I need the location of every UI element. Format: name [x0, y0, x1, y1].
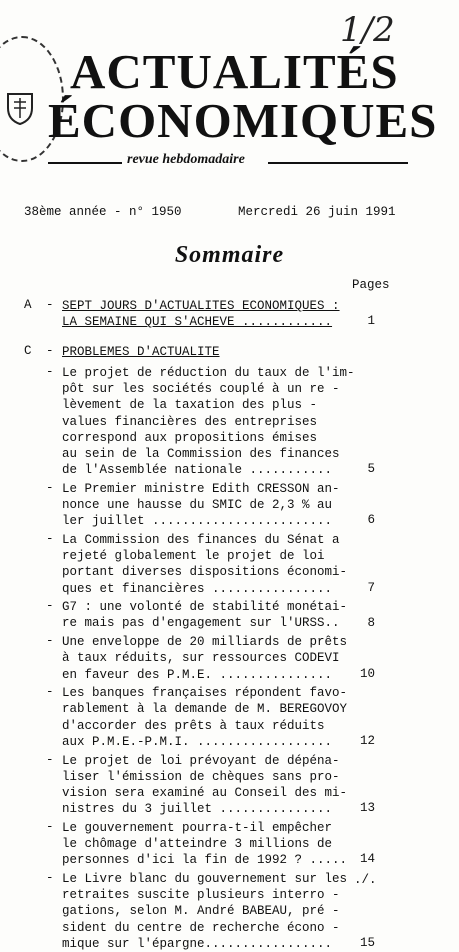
toc-item-line: Le projet de réduction du taux de l'im- — [62, 366, 355, 380]
toc-item-line: nistres du 3 juillet ............... — [62, 802, 333, 817]
toc-item-line: d'accorder des prêts à taux réduits — [62, 718, 325, 733]
item-dash: - — [46, 819, 54, 834]
toc-item — [62, 599, 347, 631]
page-number: 15 — [359, 935, 375, 950]
toc-item-line: ler juillet ........................ — [62, 514, 333, 529]
continuation-mark: ./. — [354, 873, 377, 887]
section-a-line: LA SEMAINE QUI S'ACHEVE ............ — [62, 315, 333, 329]
toc-item-line: Les banques françaises répondent favo- — [62, 686, 348, 701]
section-letter-a: A — [24, 298, 32, 312]
item-dash: - — [46, 634, 54, 649]
subtitle-rule-left — [48, 162, 122, 164]
page-title: Sommaire — [174, 242, 285, 268]
toc-item-line: mique sur l'épargne................. — [62, 936, 333, 951]
toc-item-line: rejeté globalement le projet de loi — [62, 549, 325, 564]
toc-item-line: gations, selon M. André BABEAU, pré - — [62, 904, 340, 919]
toc-item-line: aux P.M.E.-P.M.I. .................. — [62, 734, 333, 749]
toc-item-line: G7 : une volonté de stabilité monétai- — [62, 600, 348, 615]
issue-date: Mercredi 26 juin 1991 — [238, 205, 396, 219]
page-number: 10 — [359, 666, 375, 681]
toc-item — [62, 532, 347, 597]
section-a-line: SEPT JOURS D'ACTUALITES ECONOMIQUES : — [62, 299, 340, 313]
toc-item-line: Le Livre blanc du gouvernement sur les — [62, 872, 348, 886]
masthead-subtitle: revue hebdomadaire — [127, 152, 245, 167]
toc-item-line: portant diverses dispositions économi- — [62, 565, 348, 580]
section-a-title — [62, 298, 340, 330]
toc-item-line: de l'Assemblée nationale ........... — [62, 463, 333, 478]
page-number: 8 — [367, 615, 375, 630]
toc-item-line: le chômage d'atteindre 3 millions de — [62, 837, 333, 852]
toc-item-line: Le projet de loi prévoyant de dépéna- — [62, 753, 340, 768]
toc-item-line: values financières des entreprises — [62, 414, 318, 429]
toc-item-line: en faveur des P.M.E. ............... — [62, 667, 333, 682]
toc-item-line: Le gouvernement pourra-t-il empêcher — [62, 820, 333, 835]
page-number: 5 — [367, 462, 375, 477]
masthead-line-1: ACTUALITÉS — [70, 44, 399, 99]
toc-item — [62, 820, 347, 869]
item-dash: - — [46, 532, 54, 546]
toc-item — [62, 871, 347, 952]
toc-item-line: La Commission des finances du Sénat a — [62, 533, 340, 547]
coat-of-arms-icon — [2, 90, 38, 126]
toc-item-line: rablement à la demande de M. BEREGOVOY — [62, 702, 348, 717]
item-dash: - — [46, 599, 54, 614]
toc-item — [62, 753, 347, 818]
toc-item-line: lèvement de la taxation des plus - — [62, 398, 318, 413]
toc-item-line: sident du centre de recherche écono - — [62, 920, 340, 935]
page-number: 7 — [367, 580, 375, 595]
masthead-line-2: ÉCONOMIQUES — [48, 93, 438, 148]
item-dash: - — [46, 871, 54, 885]
pages-column-header: Pages — [352, 278, 390, 292]
toc-item — [62, 634, 347, 683]
item-dash: - — [46, 685, 54, 700]
page-number: 14 — [359, 852, 375, 867]
toc-item-line: correspond aux propositions émises — [62, 430, 318, 445]
toc-item-line: retraites suscite plusieurs interro - — [62, 888, 340, 903]
toc-item-line: personnes d'ici la fin de 1992 ? ..... — [62, 853, 348, 868]
issue-number: 38ème année - n° 1950 — [24, 205, 182, 219]
toc-item-line: à taux réduits, sur ressources CODEVI — [62, 651, 340, 666]
section-dash: - — [46, 344, 54, 358]
item-dash: - — [46, 365, 54, 379]
toc-item-line: Une enveloppe de 20 milliards de prêts — [62, 635, 348, 650]
item-dash: - — [46, 752, 54, 767]
toc-item-line: liser l'émission de chèques sans pro- — [62, 769, 340, 784]
section-c-title: PROBLEMES D'ACTUALITE — [62, 345, 220, 359]
toc-item — [62, 365, 355, 478]
toc-item-line: ques et financières ................ — [62, 581, 333, 596]
toc-item-line: pôt sur les sociétés couplé à un re - — [62, 382, 340, 397]
toc-item-line: nonce une hausse du SMIC de 2,3 % au — [62, 498, 333, 513]
toc-item-line: re mais pas d'engagement sur l'URSS.. — [62, 616, 340, 631]
section-letter-c: C — [24, 344, 32, 358]
section-dash: - — [46, 298, 54, 312]
page-number: 1 — [367, 314, 375, 328]
toc-item — [62, 685, 347, 750]
subtitle-rule-right — [268, 162, 408, 164]
page-number: 13 — [359, 801, 375, 816]
page-number: 12 — [359, 733, 375, 748]
toc-item — [62, 481, 340, 530]
item-dash: - — [46, 480, 54, 495]
page-number: 6 — [367, 513, 375, 528]
toc-item-line: vision sera examiné au Conseil des mi- — [62, 785, 348, 800]
toc-item-line: Le Premier ministre Edith CRESSON an- — [62, 481, 340, 496]
handwritten-page-mark: 1/2 — [340, 10, 395, 50]
toc-item-line: au sein de la Commission des finances — [62, 446, 340, 461]
